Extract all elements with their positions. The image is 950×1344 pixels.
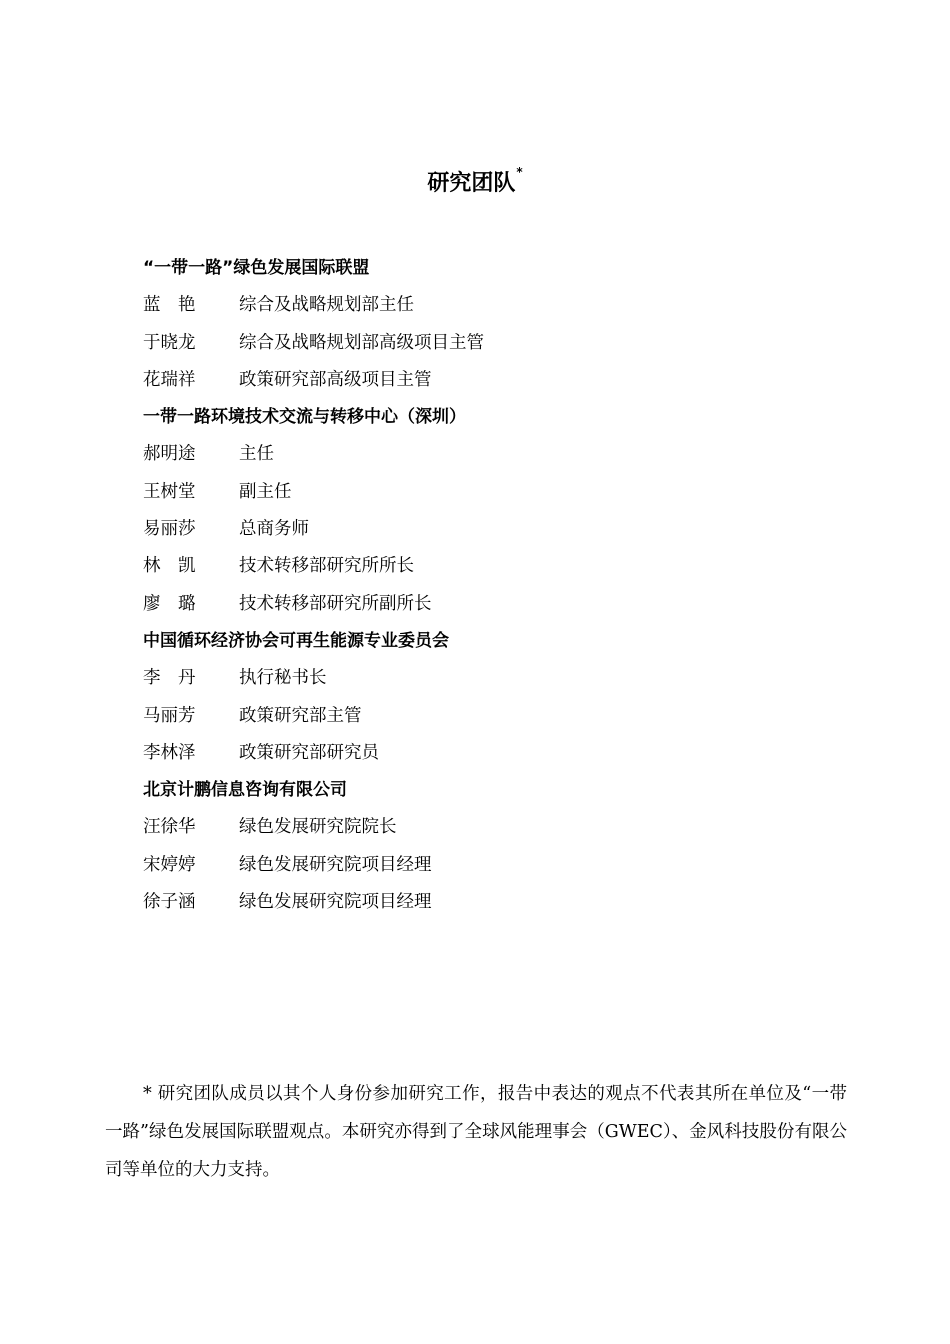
member-row: [143, 698, 843, 735]
member-role: 政策研究部高级项目主管: [239, 369, 432, 390]
member-role: 执行秘书长: [239, 668, 327, 689]
org-heading: 一带一路环境技术交流与转移中心（深圳）: [143, 407, 466, 428]
member-role: 综合及战略规划部主任: [239, 295, 414, 316]
member-role: 绿色发展研究院院长: [239, 817, 397, 838]
member-name: 徐子涵: [143, 892, 196, 913]
member-role: 主任: [239, 444, 274, 465]
member-name: 李 丹: [143, 668, 196, 689]
member-role: 综合及战略规划部高级项目主管: [239, 332, 484, 353]
member-role: 技术转移部研究所副所长: [239, 593, 432, 614]
member-row: [143, 362, 843, 399]
member-name: 林 凯: [143, 556, 196, 577]
member-row: [143, 586, 843, 623]
member-name: 王树堂: [143, 481, 196, 502]
member-row: [143, 325, 843, 362]
member-row: [143, 548, 843, 585]
member-name: 于晓龙: [143, 332, 196, 353]
member-role: 技术转移部研究所所长: [239, 556, 414, 577]
page-title-text: 研究团队: [427, 171, 516, 196]
member-name: 易丽莎: [143, 519, 196, 540]
member-name: 蓝 艳: [143, 295, 196, 316]
member-row: [143, 660, 843, 697]
member-role: 绿色发展研究院项目经理: [239, 892, 432, 913]
org-block-environmental-tech-center: [143, 399, 843, 623]
member-row: [143, 287, 843, 324]
member-name: 李林泽: [143, 742, 196, 763]
member-role: 政策研究部研究员: [239, 742, 379, 763]
member-name: 汪徐华: [143, 817, 196, 838]
footnote: * 研究团队成员以其个人身份参加研究工作，报告中表达的观点不代表其所在单位及“一带一路”绿色发展国际联盟观点。本研究亦得到了全球风能理事会（GWEC）、金风科技股份有限公司等单位的大力支持。: [105, 1084, 847, 1180]
member-row: [143, 884, 843, 921]
footnote-marker: *: [516, 165, 523, 179]
member-row: [143, 809, 843, 846]
org-block-jipeng-consulting: [143, 772, 843, 921]
member-row: [143, 436, 843, 473]
org-heading: “一带一路”绿色发展国际联盟: [143, 258, 370, 278]
member-role: 绿色发展研究院项目经理: [239, 854, 432, 875]
member-name: 花瑞祥: [143, 369, 196, 390]
member-row: [143, 474, 843, 511]
member-name: 马丽芳: [143, 705, 196, 726]
page-title: [0, 165, 950, 200]
org-heading: 中国循环经济协会可再生能源专业委员会: [143, 630, 449, 651]
research-team-list: [143, 250, 843, 921]
member-row: [143, 847, 843, 884]
org-block-green-development-coalition: [143, 250, 843, 399]
member-role: 政策研究部主管: [239, 705, 362, 726]
member-row: [143, 735, 843, 772]
member-row: [143, 511, 843, 548]
member-name: 宋婷婷: [143, 854, 196, 875]
member-role: 总商务师: [239, 519, 309, 540]
member-name: 廖 璐: [143, 593, 196, 614]
member-name: 郝明途: [143, 444, 196, 465]
org-heading: 北京计鹏信息咨询有限公司: [143, 780, 347, 801]
member-role: 副主任: [239, 481, 292, 502]
org-block-renewable-energy-committee: [143, 623, 843, 772]
